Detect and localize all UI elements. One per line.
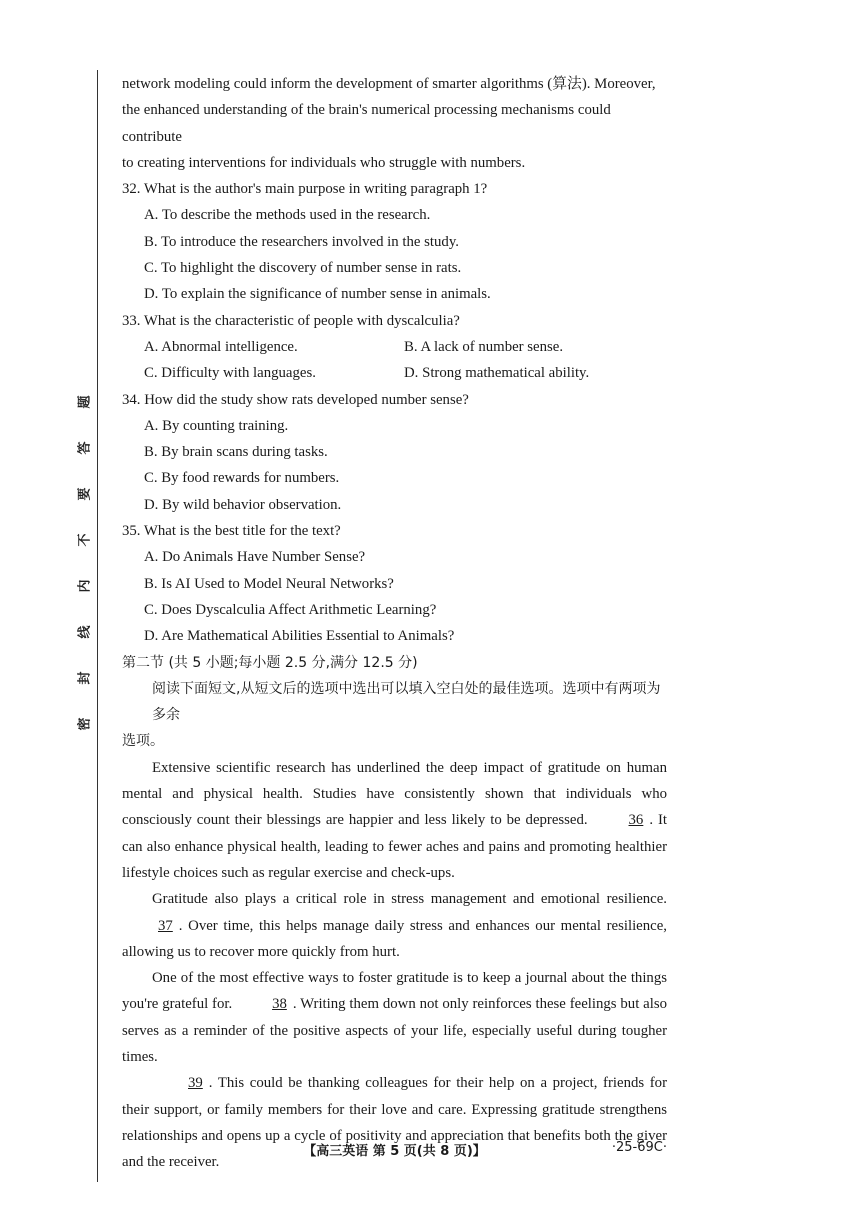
option-b: B. Is AI Used to Model Neural Networks? [144, 575, 394, 592]
option-d: D. To explain the significance of number sense in animals. [144, 286, 491, 303]
intro-line: network modeling could inform the development of smarter algorithms (算法). Moreover, [122, 76, 656, 92]
option-d: D. By wild behavior observation. [144, 496, 342, 513]
option-c: C. By food rewards for numbers. [144, 470, 340, 487]
footer-page-label: 【高三英语 第 5 页(共 8 页)】 [303, 1144, 486, 1159]
option-b: B. To introduce the researchers involved in the study. [144, 233, 459, 250]
intro-line: to creating interventions for individuals who struggle with numbers. [122, 154, 526, 171]
option-a: A. Do Animals Have Number Sense? [144, 549, 366, 566]
passage-paragraph-2 [122, 886, 667, 965]
option-d: D. Strong mathematical ability. [404, 365, 590, 382]
option-c: C. Does Dyscalculia Affect Arithmetic Learning? [144, 601, 437, 618]
blank-37: 37 [158, 917, 173, 934]
seal-char: 线 [77, 625, 93, 639]
blank-39: 39 [188, 1075, 203, 1092]
option-b: B. A lack of number sense. [404, 338, 564, 355]
option-c: C. To highlight the discovery of number sense in rats. [144, 260, 462, 277]
question-stem: 34. How did the study show rats developed number sense? [122, 391, 469, 408]
passage-text: . This could be thanking colleagues for their help on a project, friends for their support, or family members for their love and care. Expressing gratitude strengthens relationships and opens up a cycle of positivity and appreciation that benefits both the giver and the receiver. [122, 1075, 667, 1171]
passage-text: Extensive scientific research has underlined the deep impact of gratitude on human mental and physical health. Studies have consistently shown that individuals who consciously count their blessings are happier and less likely to be depressed. [122, 759, 667, 829]
seal-char: 答 [77, 441, 93, 455]
question-stem: 33. What is the characteristic of people with dyscalculia? [122, 312, 460, 329]
question-32 [122, 176, 667, 307]
passage-text: Gratitude also plays a critical role in stress management and emotional resilience. [152, 891, 667, 908]
question-33 [122, 308, 667, 387]
question-34 [122, 387, 667, 518]
passage-text: . It can also enhance physical health, leading to fewer aches and pains and promoting healthier lifestyle choices such as regular exercise and check-ups. [122, 812, 667, 881]
option-d: D. Are Mathematical Abilities Essential to Animals? [144, 628, 455, 645]
passage-text: . Over time, this helps manage daily stress and enhances our mental resilience, allowing us to recover more quickly from hurt. [122, 917, 667, 960]
seal-char: 封 [77, 671, 93, 685]
section-instruction: 选项。 [122, 733, 164, 750]
option-c: C. Difficulty with languages. [144, 365, 316, 382]
margin-seal-text [76, 392, 96, 760]
exam-page-body [122, 71, 667, 1175]
intro-line: the enhanced understanding of the brain's numerical processing mechanisms could contribute [122, 102, 611, 145]
question-stem: 32. What is the author's main purpose in writing paragraph 1? [122, 181, 488, 198]
page-footer [122, 1140, 667, 1164]
seal-char: 密 [77, 717, 93, 731]
option-a: A. Abnormal intelligence. [144, 338, 298, 355]
seal-char: 内 [77, 579, 93, 593]
passage-paragraph-3 [122, 965, 667, 1070]
option-a: A. By counting training. [144, 417, 289, 434]
blank-38: 38 [272, 996, 287, 1013]
option-a: A. To describe the methods used in the research. [144, 207, 431, 224]
seal-char: 不 [77, 533, 93, 547]
seal-char: 要 [77, 487, 93, 501]
question-stem: 35. What is the best title for the text? [122, 523, 341, 540]
passage-text: . Writing them down not only reinforces these feelings but also serves as a reminder of the positive aspects of your life, especially useful during tougher times. [122, 996, 668, 1065]
blank-36: 36 [628, 812, 644, 829]
footer-code: ·25-69C· [611, 1140, 667, 1155]
section-title: 第二节 (共 5 小题;每小题 2.5 分,满分 12.5 分) [122, 654, 418, 671]
passage-paragraph-1 [122, 755, 667, 886]
passage-text: One of the most effective ways to foster gratitude is to keep a journal about the things you're grateful for. [122, 970, 667, 1013]
section-instruction: 阅读下面短文,从短文后的选项中选出可以填入空白处的最佳选项。选项中有两项为多余 [152, 680, 661, 724]
binding-line [97, 70, 98, 1182]
seal-char: 题 [77, 395, 93, 409]
option-b: B. By brain scans during tasks. [144, 444, 328, 461]
question-35 [122, 518, 667, 649]
